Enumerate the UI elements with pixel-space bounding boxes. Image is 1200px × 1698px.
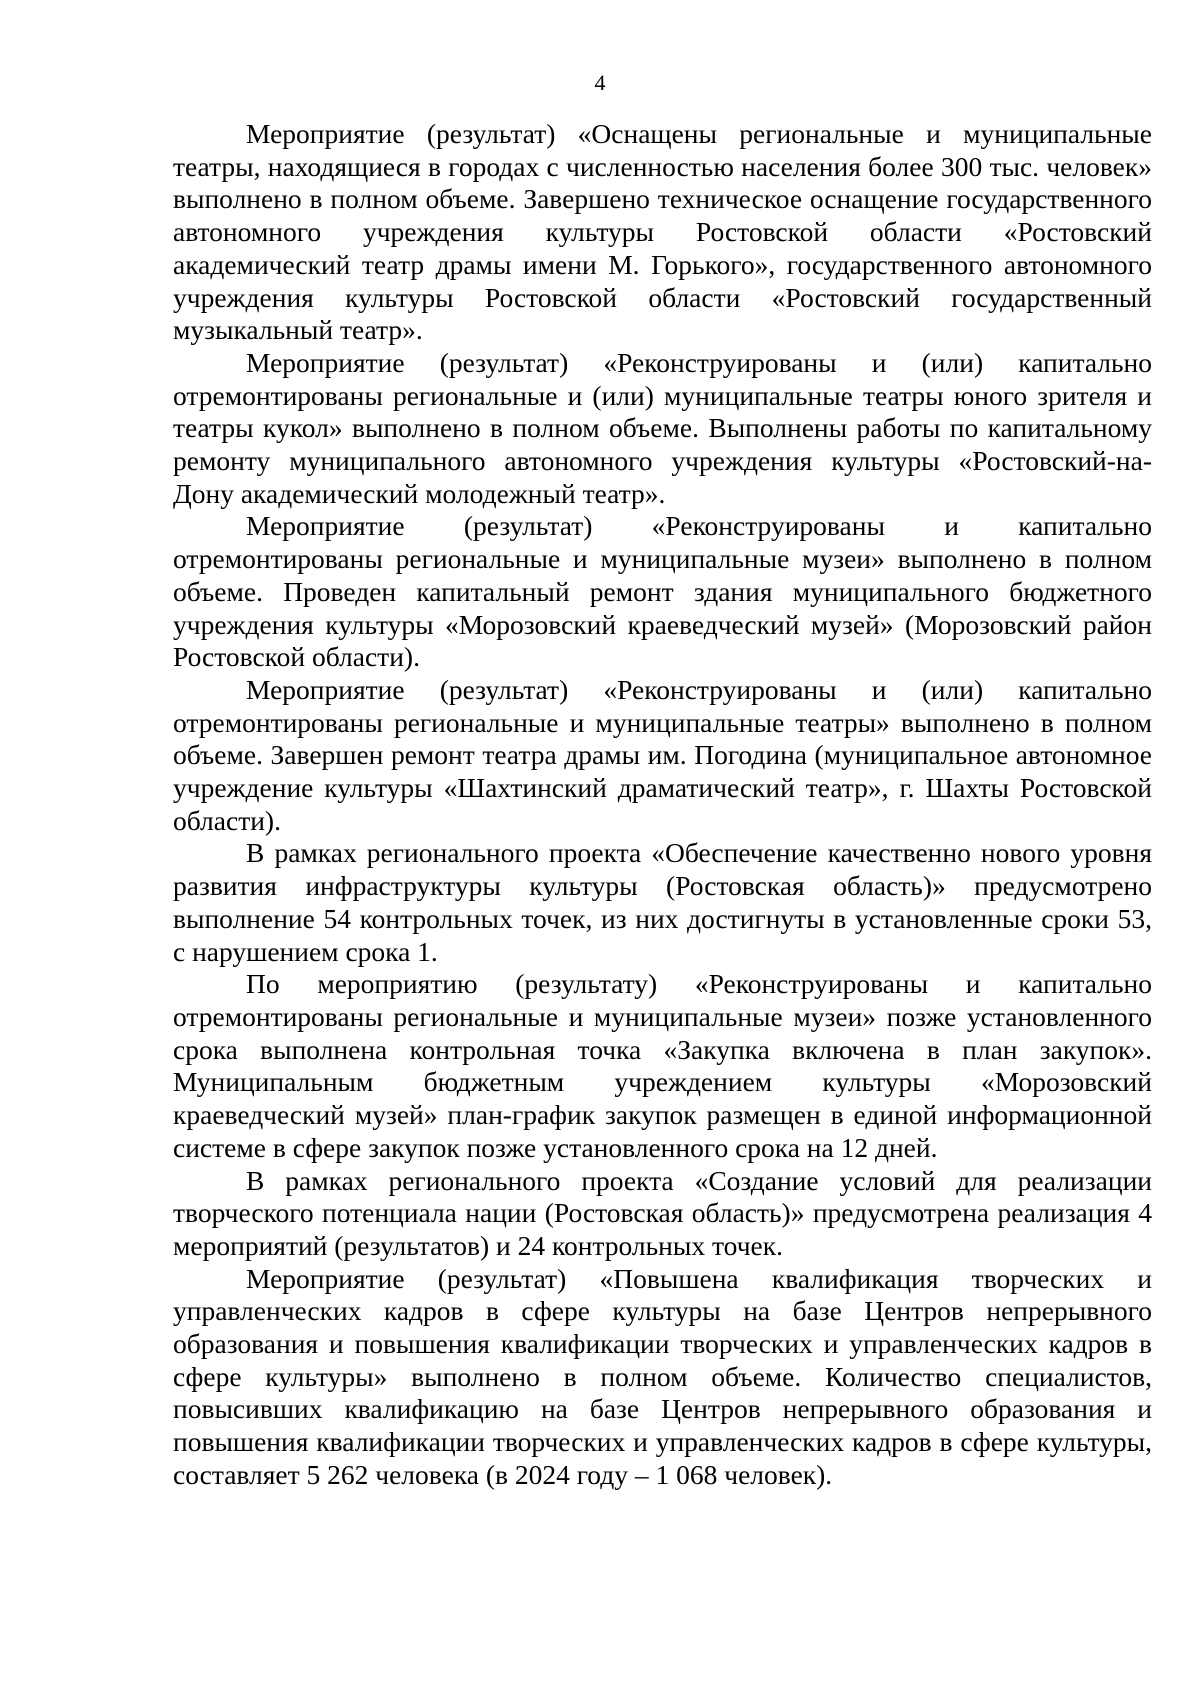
paragraph-theaters-equipped: Мероприятие (результат) «Оснащены региональные и муниципальные театры, находящиеся в городах с численностью населения более 300 тыс. человек» выполнено в полном объеме. Завершено техническое оснащение государственного автономного учреждения культуры Ростовской области «Ростовский академический театр драмы имени М. Горького», государственного автономного учреждения культуры Ростовской области «Ростовский государственный музыкальный театр». [173,118,1152,346]
paragraph-qualification-training: Мероприятие (результат) «Повышена квалификация творческих и управленческих кадров в сфере культуры на базе Центров непрерывного образования и повышения квалификации творческих и управленческих кадров в сфере культуры» выполнено в полном объеме. Количество специалистов, повысивших квалификацию на базе Центров непрерывного образования и повышения квалификации творческих и управленческих кадров в сфере культуры, составляет 5 262 человека (в 2024 году – 1 068 человек). [173,1262,1152,1490]
paragraph-creative-potential-project: В рамках регионального проекта «Создание условий для реализации творческого потенциала нации (Ростовская область)» предусмотрена реализация 4 мероприятий (результатов) и 24 контрольных точек. [173,1164,1152,1261]
paragraph-control-point-delay: По мероприятию (результату) «Реконструированы и капитально отремонтированы региональные и муниципальные музеи» позже установленного срока выполнена контрольная точка «Закупка включена в план закупок». Муниципальным бюджетным учреждением культуры «Морозовский краеведческий музей» план-график закупок размещен в единой информационной системе в сфере закупок позже установленного срока на 12 дней. [173,968,1152,1163]
paragraph-infrastructure-project: В рамках регионального проекта «Обеспечение качественно нового уровня развития инфраструктуры культуры (Ростовская область)» предусмотрено выполнение 54 контрольных точек, из них достигнуты в установленные сроки 53, с нарушением срока 1. [173,837,1152,967]
paragraph-theaters-repaired: Мероприятие (результат) «Реконструированы и (или) капитально отремонтированы региональные и муниципальные театры» выполнено в полном объеме. Завершен ремонт театра драмы им. Погодина (муниципальное автономное учреждение культуры «Шахтинский драматический театр», г. Шахты Ростовской области). [173,673,1152,836]
document-body [173,118,1152,1492]
paragraph-youth-puppet-theaters: Мероприятие (результат) «Реконструированы и (или) капитально отремонтированы региональные и (или) муниципальные театры юного зрителя и театры кукол» выполнено в полном объеме. Выполнены работы по капитальному ремонту муниципального автономного учреждения культуры «Ростовский-на-Дону академический молодежный театр». [173,346,1152,509]
page-number: 4 [594,70,606,95]
paragraph-museums-repaired: Мероприятие (результат) «Реконструированы и капитально отремонтированы региональные и муниципальные музеи» выполнено в полном объеме. Проведен капитальный ремонт здания муниципального бюджетного учреждения культуры «Морозовский краеведческий музей» (Морозовский район Ростовской области). [173,510,1152,673]
